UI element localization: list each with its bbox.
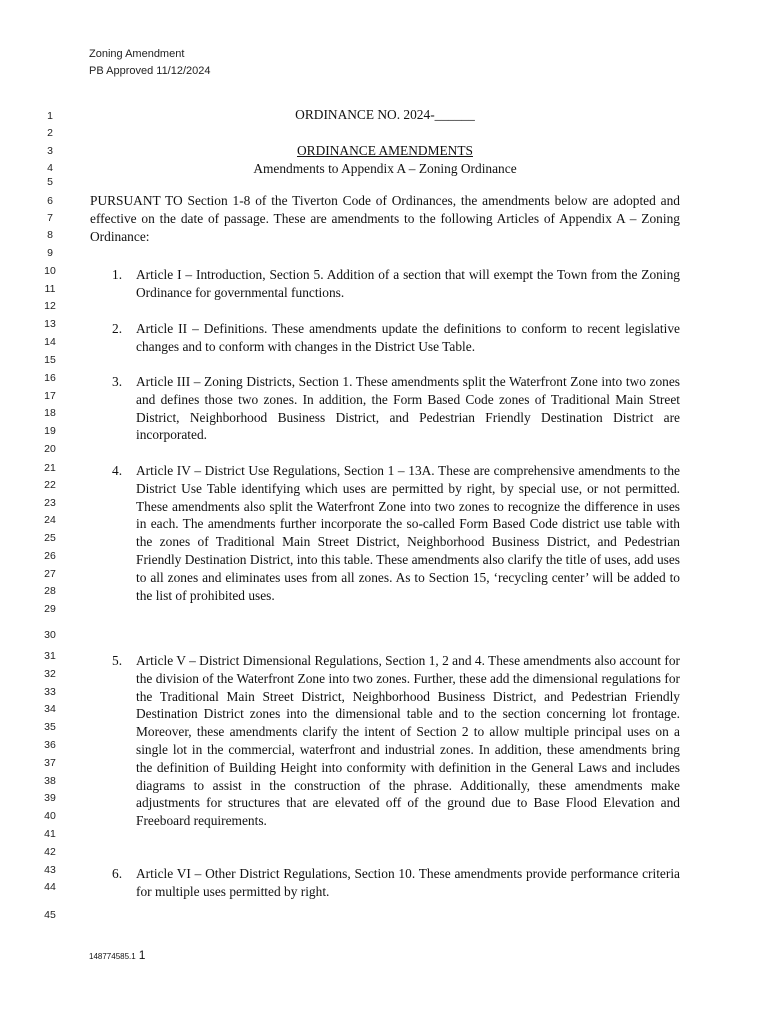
list-item-number: 3. <box>112 374 123 389</box>
line-number: 37 <box>44 757 56 769</box>
line-number: 23 <box>44 497 56 509</box>
list-item-number: 2. <box>112 321 123 336</box>
line-number: 25 <box>44 532 56 544</box>
list-item-text: Article IV – District Use Regulations, Section 1 – 13A. These are comprehensive amendments to the District Use Table identifying which uses are permitted by right, by special use, or not permitted. These amendments also split the Waterfront Zone into two zones to recognize the difference in uses in each. The amendments further incorporate the so-called Form Based Code district use table with the zones of Traditional Main Street District, Neighborhood Business District, and Pedestrian Friendly Destination District, into this table. These amendments also clarify the title of uses, add uses to all zones and eliminates uses from all zones. As to Section 15, ‘recycling center’ will be added to the list of prohibited uses. <box>136 463 680 603</box>
line-number: 35 <box>44 721 56 733</box>
line-number: 45 <box>44 909 56 921</box>
list-item-text: Article VI – Other District Regulations, Section 10. These amendments provide performance criteria for multiple uses permitted by right. <box>136 866 680 899</box>
list-item <box>112 462 680 604</box>
line-number: 6 <box>47 195 53 207</box>
list-item-text: Article V – District Dimensional Regulations, Section 1, 2 and 4. These amendments also account for the division of the Waterfront Zone into two zones. Further, these add the dimensional regulations for the Traditional Main Street District, Neighborhood Business District, and Pedestrian Friendly Destination District zones into the dimensional table and to the section concerning lot frontage. Moreover, these amendments clarify the intent of Section 2 to allow multiple principal uses on a single lot in the commercial, waterfront and industrial zones. In addition, these amendments bring the definition of Building Height into conformity with definition in the General Laws and includes diagrams to assist in the construction of the phrase. Additionally, these amendments make adjustments for structures that are elevated off of the ground due to Base Flood Elevation and Freeboard requirements. <box>136 653 680 829</box>
line-number: 29 <box>44 603 56 615</box>
list-item-number: 1. <box>112 267 123 282</box>
line-number: 10 <box>44 265 56 277</box>
line-number: 27 <box>44 568 56 580</box>
list-item <box>112 320 680 356</box>
list-item-number: 6. <box>112 866 123 881</box>
line-number: 43 <box>44 864 56 876</box>
line-number: 5 <box>47 176 53 188</box>
ordinance-subheading: Amendments to Appendix A – Zoning Ordinance <box>253 161 517 176</box>
line-number: 40 <box>44 810 56 822</box>
line-number: 18 <box>44 407 56 419</box>
line-number: 21 <box>44 462 56 474</box>
list-item-number: 5. <box>112 653 123 668</box>
line-number: 3 <box>47 145 53 157</box>
line-number: 41 <box>44 828 56 840</box>
line-number: 16 <box>44 372 56 384</box>
list-item <box>112 266 680 302</box>
line-number: 20 <box>44 443 56 455</box>
line-number: 4 <box>47 162 53 174</box>
list-item <box>112 373 680 444</box>
line-number: 39 <box>44 792 56 804</box>
line-number: 38 <box>44 775 56 787</box>
line-number: 19 <box>44 425 56 437</box>
line-number: 30 <box>44 629 56 641</box>
line-number: 22 <box>44 479 56 491</box>
footer <box>89 946 145 964</box>
line-number: 33 <box>44 686 56 698</box>
line-number: 1 <box>47 110 53 122</box>
line-number: 9 <box>47 247 53 259</box>
line-number: 34 <box>44 703 56 715</box>
list-item-text: Article I – Introduction, Section 5. Addition of a section that will exempt the Town from the Zoning Ordinance for governmental functions. <box>136 267 680 300</box>
list-item-text: Article II – Definitions. These amendments update the definitions to conform to recent legislative changes and to conform with changes in the District Use Table. <box>136 321 680 354</box>
line-number: 2 <box>47 127 53 139</box>
line-number: 31 <box>44 650 56 662</box>
line-number: 12 <box>44 300 56 312</box>
line-number: 13 <box>44 318 56 330</box>
page-number: 1 <box>138 948 146 962</box>
line-number: 24 <box>44 514 56 526</box>
line-number: 44 <box>44 881 56 893</box>
line-number: 17 <box>44 390 56 402</box>
list-item-text: Article III – Zoning Districts, Section 1. These amendments split the Waterfront Zone into two zones and defines those two zones. In addition, the Form Based Code zones of Traditional Main Street District, Neighborhood Business District, and Pedestrian Friendly Destination District are incorporated. <box>136 374 680 443</box>
ordinance-heading: ORDINANCE AMENDMENTS <box>297 143 473 158</box>
line-number: 32 <box>44 668 56 680</box>
line-number: 7 <box>47 212 53 224</box>
line-number: 8 <box>47 229 53 241</box>
line-number: 42 <box>44 846 56 858</box>
line-number: 15 <box>44 354 56 366</box>
line-number: 14 <box>44 336 56 348</box>
line-number: 36 <box>44 739 56 751</box>
list-item <box>112 652 680 830</box>
line-number: 28 <box>44 585 56 597</box>
line-number: 26 <box>44 550 56 562</box>
list-item <box>112 865 680 901</box>
intro-paragraph: PURSUANT TO Section 1-8 of the Tiverton Code of Ordinances, the amendments below are adopted and effective on the date of passage. These are amendments to the following Articles of Appendix A – Zoning Ordinance: <box>90 193 680 244</box>
line-number: 11 <box>44 283 56 295</box>
header-approval: PB Approved 11/12/2024 <box>89 65 211 77</box>
list-item-number: 4. <box>112 463 123 478</box>
document-id: 148774585.1 <box>89 952 136 961</box>
header-title: Zoning Amendment <box>89 48 185 60</box>
ordinance-number: ORDINANCE NO. 2024-______ <box>295 107 475 122</box>
